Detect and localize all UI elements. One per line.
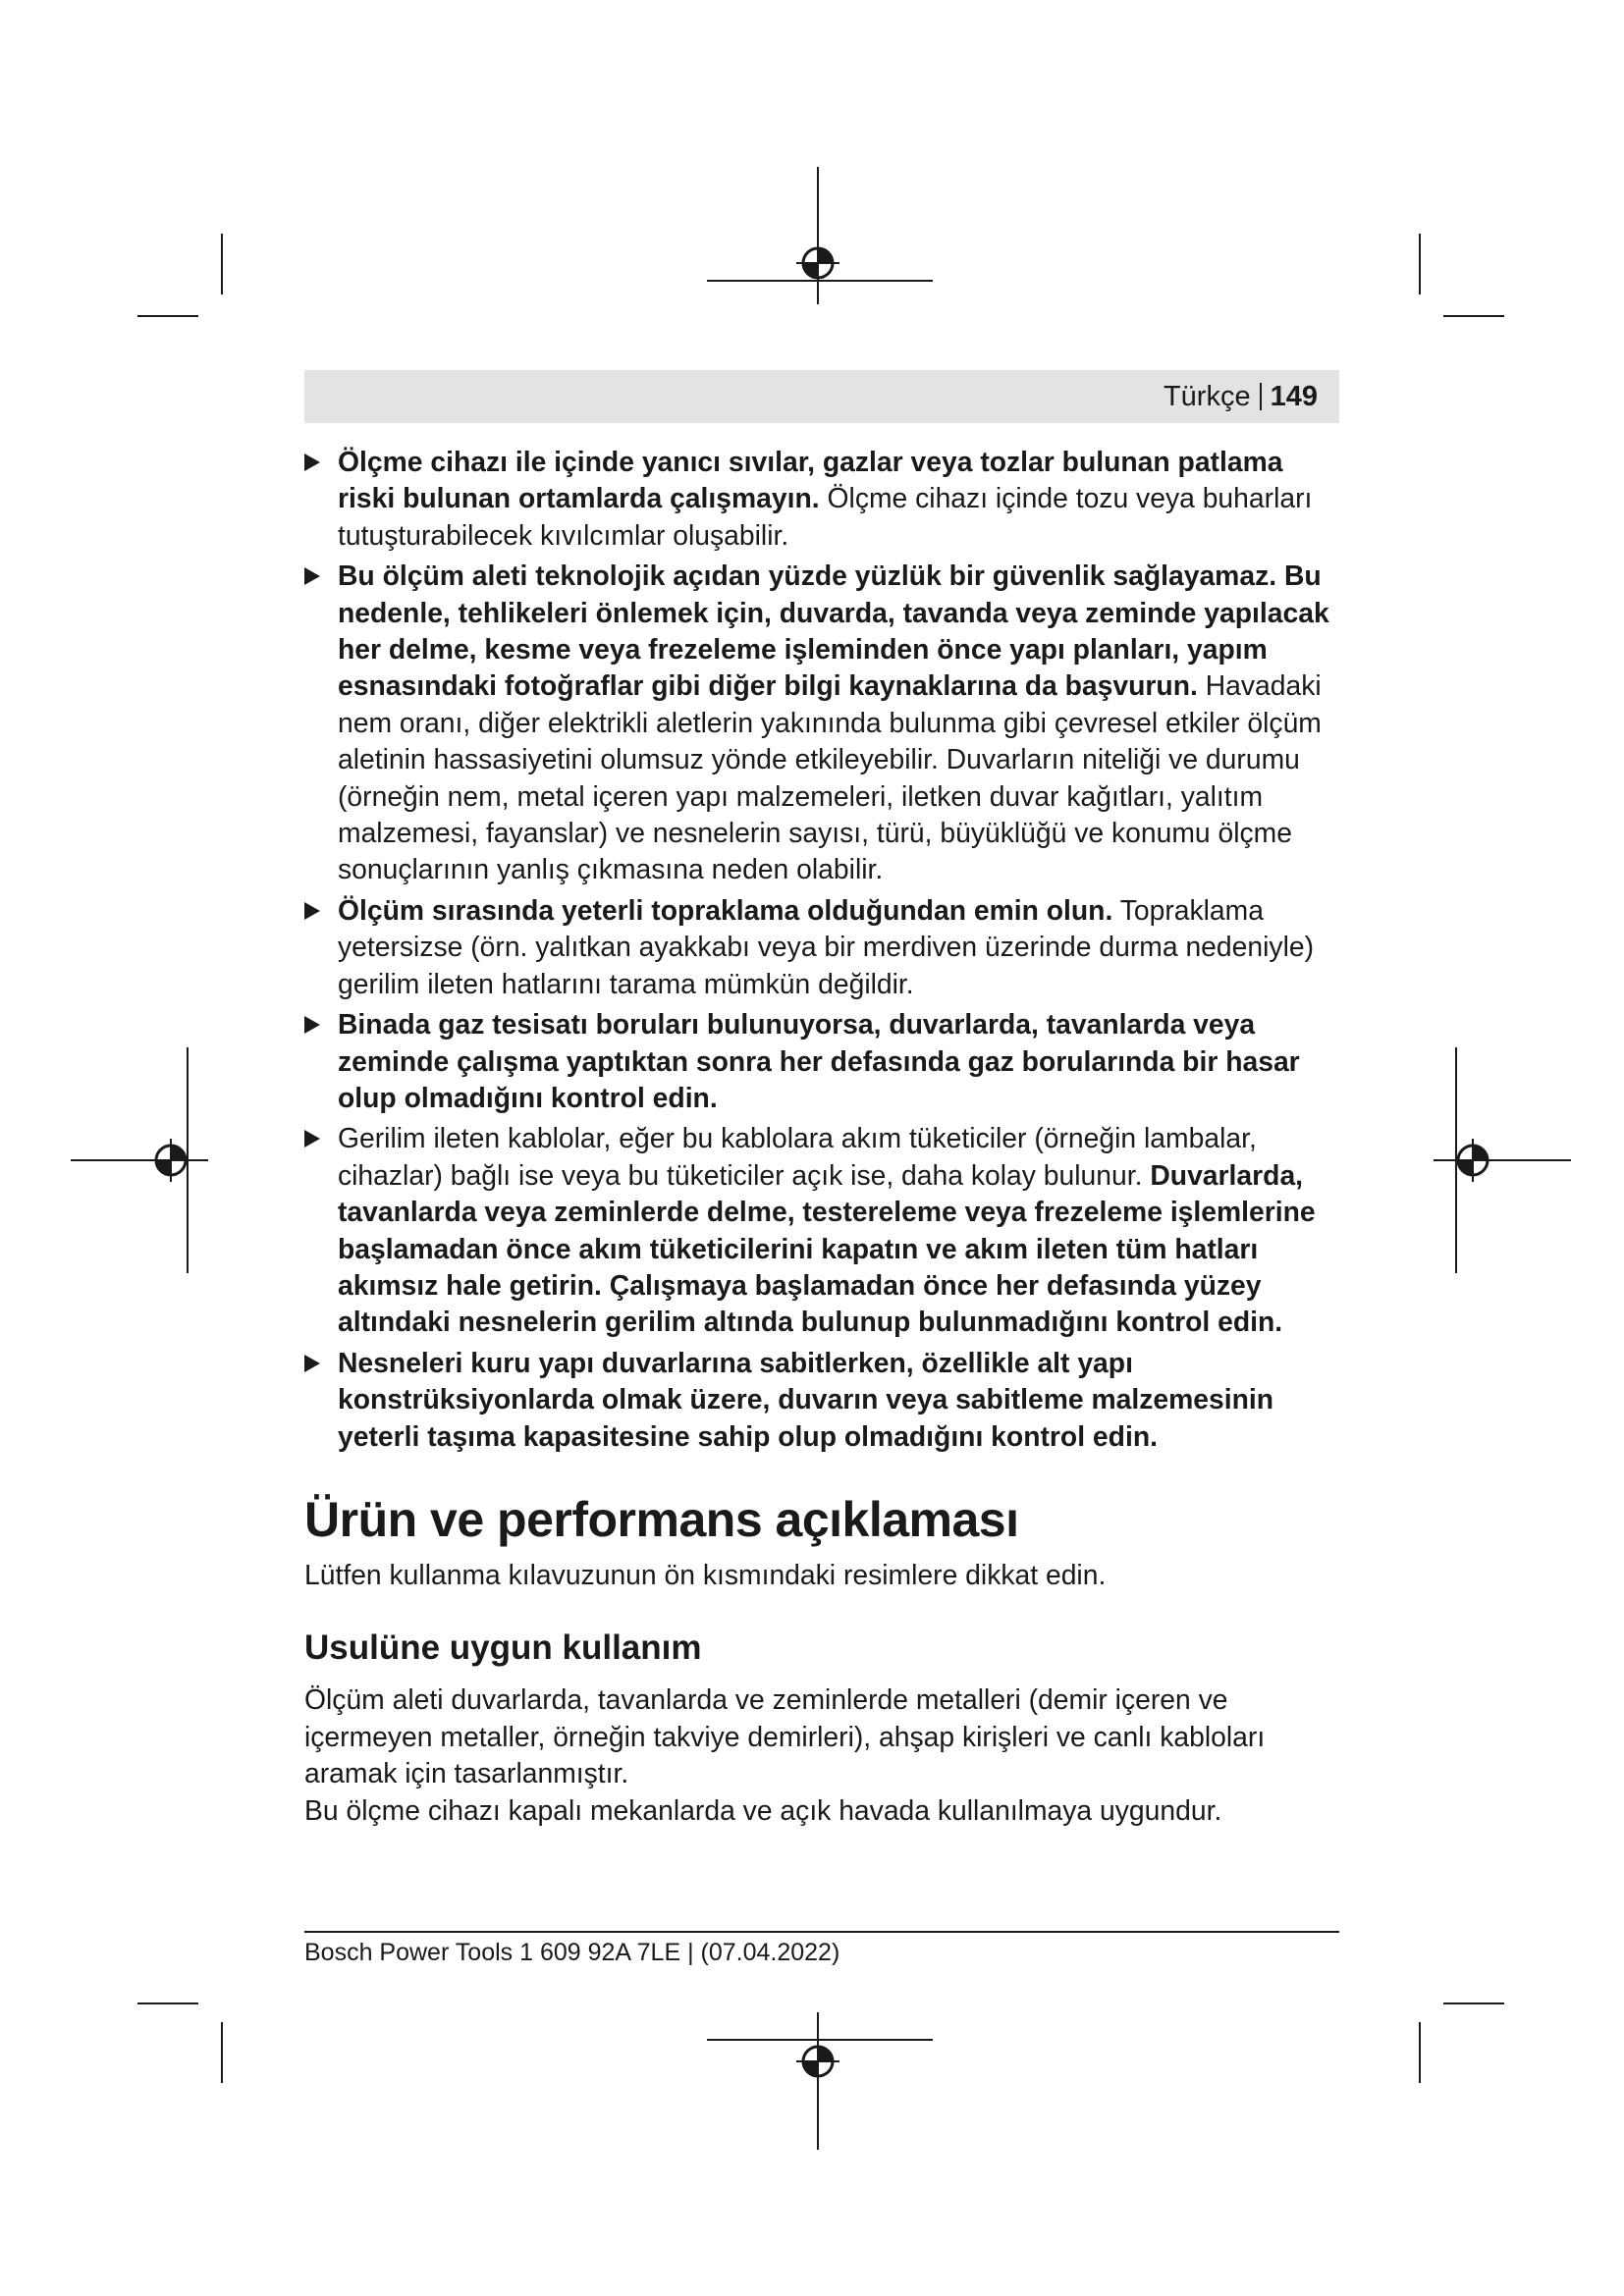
header-language: Türkçe — [1163, 381, 1251, 412]
safety-bullet — [304, 892, 1345, 1002]
bullet-bold-text: Nesneleri kuru yapı duvarlarına sabitlerken, özellikle alt yapı konstrüksiyonlarda olmak üzere, duvarın veya sabitleme malzemesinin yeterli taşıma kapasitesine sahip olup olmadığını kontrol edin. — [338, 1346, 1274, 1452]
paragraph: Ölçüm aleti duvarlarda, tavanlarda ve zeminlerde metalleri (demir içeren ve içermeyen metaller, örneğin takviye demirleri), ahşap kirişleri ve canlı kabloları aramak için tasarlanmıştır. — [304, 1683, 1266, 1789]
paragraph: Bu ölçme cihazı kapalı mekanlarda ve açık havada kullanılmaya uygundur. — [304, 1793, 1222, 1826]
registration-target-icon — [796, 241, 839, 285]
crop-mark — [221, 2022, 223, 2083]
page-number: 149 — [1270, 381, 1318, 412]
footer-text: Bosch Power Tools 1 609 92A 7LE | (07.04.2022) — [304, 1939, 840, 1966]
crop-mark — [1419, 2022, 1421, 2083]
bullet-triangle-icon — [304, 454, 320, 471]
safety-bullet — [304, 1006, 1345, 1116]
header-separator — [1260, 383, 1262, 410]
crop-mark — [137, 2002, 198, 2004]
registration-target-icon — [1451, 1139, 1494, 1182]
section-title: Ürün ve performans açıklaması — [304, 1491, 1019, 1547]
bullet-triangle-icon — [304, 1016, 320, 1034]
bullet-text: Gerilim ileten kablolar, eğer bu kablolara akım tüketiciler (örneğin lambalar, cihazlar) bağlı ise veya bu tüketiciler açık ise, daha kolay bulunur. — [338, 1122, 1257, 1191]
crop-mark — [1419, 234, 1421, 294]
registration-target-icon — [796, 2040, 839, 2083]
bullet-bold-text: Binada gaz tesisatı boruları bulunuyorsa, duvarlarda, tavanlarda veya zeminde çalışma yaptıktan sonra her defasında gaz borularında bir hasar olup olmadığını kontrol edin. — [338, 1008, 1300, 1113]
footer-rule — [304, 1931, 1339, 1933]
bullet-text: Havadaki nem oranı, diğer elektrikli aletlerin yakınında bulunma gibi çevresel etkiler ölçüm aletinin hassasiyetini olumsuz yönde etkileyebilir. Duvarların niteliği ve durumu (örneğin nem, metal içeren yapı malzemeleri, iletken duvar kağıtları, yalıtım malzemesi, fayanslar) ve nesnelerin sayısı, türü, büyüklüğü ve konumu ölçme sonuçlarının yanlış çıkmasına neden olabilir. — [338, 669, 1322, 885]
bullet-text: Ölçme cihazı içinde tozu veya buharları tutuşturabilecek kıvılcımlar oluşabilir. — [338, 482, 1313, 551]
header-text — [1164, 378, 1318, 415]
section-intro: Lütfen kullanma kılavuzunun ön kısmındaki resimlere dikkat edin. — [304, 1558, 1107, 1590]
page-header — [304, 370, 1339, 423]
bullet-bold-text: Ölçme cihazı ile içinde yanıcı sıvılar, gazlar veya tozlar bulunan patlama riski bulunan ortamlarda çalışmayın. — [338, 446, 1283, 514]
crop-mark — [1443, 2002, 1504, 2004]
crop-mark — [137, 315, 198, 317]
bullet-bold-text: Ölçüm sırasında yeterli topraklama olduğundan emin olun. — [338, 893, 1113, 926]
crop-mark — [1443, 315, 1504, 317]
safety-bullet — [304, 558, 1345, 888]
subsection-title: Usulüne uygun kullanım — [304, 1629, 702, 1668]
bullet-triangle-icon — [304, 567, 320, 585]
bullet-bold-text: Duvarlarda, tavanlarda veya zeminlerde delme, testereleme veya frezeleme işlemlerine başlamadan önce akım tüketicilerini kapatın ve akım ileten tüm hatları akımsız hale getirin. Çalışmaya başlamadan önce her defasında yüzey altındaki nesnelerin gerilim altında bulunup bulunmadığını kontrol edin. — [338, 1158, 1316, 1338]
safety-bullet — [304, 444, 1345, 554]
safety-bullet — [304, 1120, 1345, 1340]
registration-target-icon — [149, 1139, 192, 1182]
crop-mark — [221, 234, 223, 294]
bullet-bold-text: Bu ölçüm aleti teknolojik açıdan yüzde yüzlük bir güvenlik sağlayamaz. Bu nedenle, tehlikeleri önlemek için, duvarda, tavanda veya zeminde yapılacak her delme, kesme veya frezeleme işleminden önce yapı planları, yapım esnasındaki fotoğraflar gibi diğer bilgi kaynaklarına da başvurun. — [338, 560, 1329, 702]
bullet-triangle-icon — [304, 1355, 320, 1372]
bullet-text: Topraklama yetersizse (örn. yalıtkan ayakkabı veya bir merdiven üzerinde durma nedeniyle) gerilim ileten hatlarını tarama mümkün değildir. — [338, 893, 1315, 999]
main-content — [304, 444, 1345, 1829]
safety-bullet — [304, 1345, 1345, 1455]
bullet-triangle-icon — [304, 1130, 320, 1148]
bullet-triangle-icon — [304, 902, 320, 920]
